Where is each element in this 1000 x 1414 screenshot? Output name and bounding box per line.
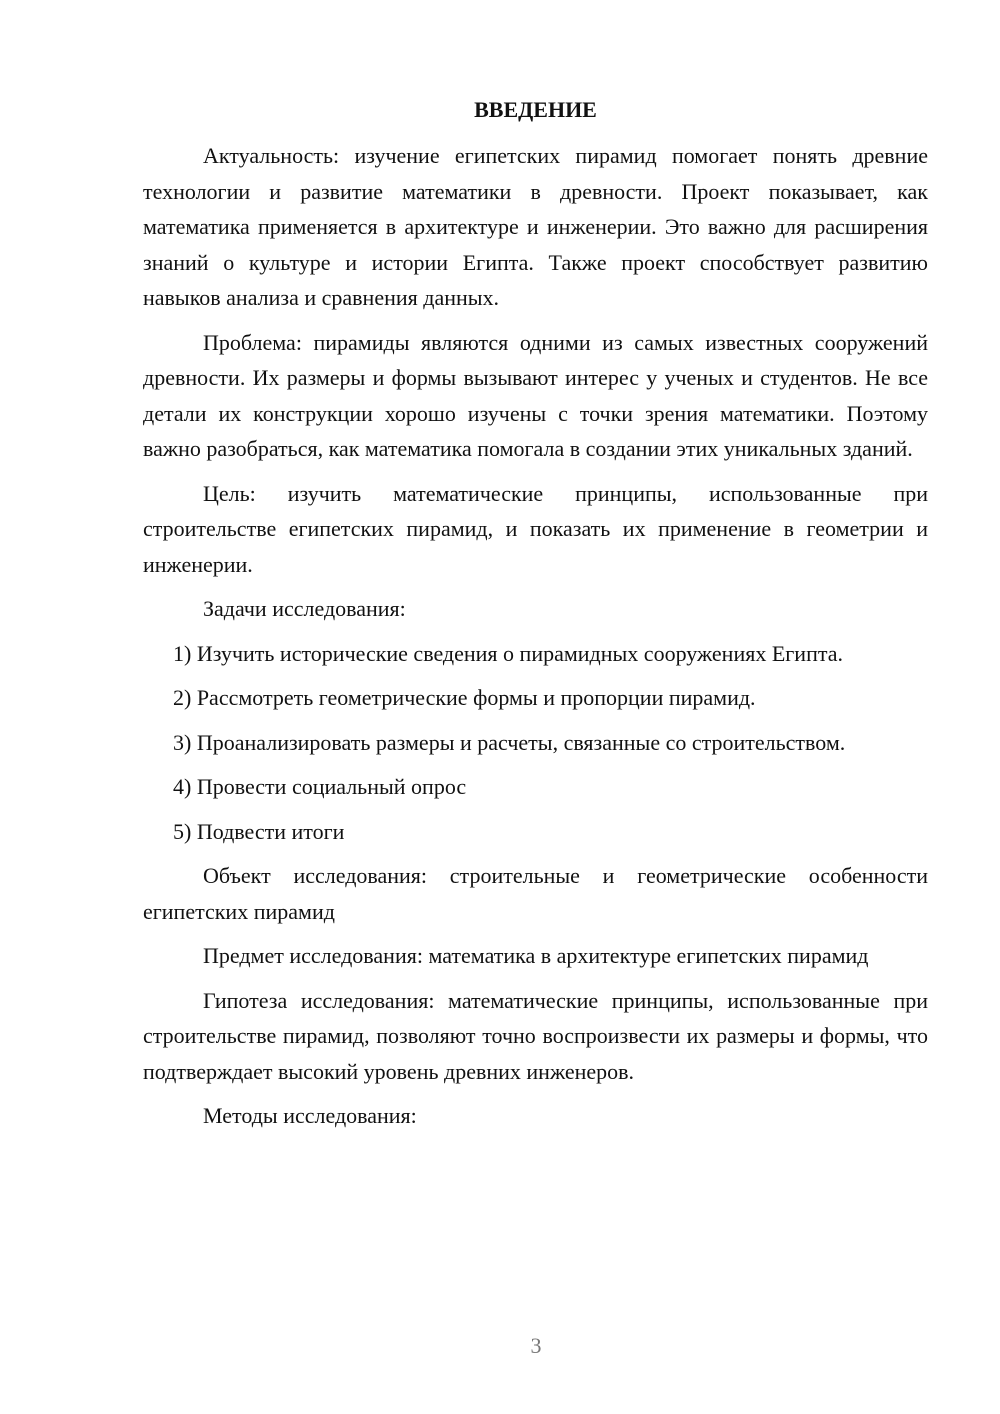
task-item: 5) Подвести итоги	[173, 818, 345, 844]
page-number: 3	[530, 1333, 542, 1358]
object-paragraph: Объект исследования: строительные и геометрические особенности египетских пирамид	[143, 863, 928, 924]
task-item: 4) Провести социальный опрос	[173, 774, 467, 799]
task-item: 2) Рассмотреть геометрические формы и пропорции пирамид.	[173, 685, 756, 710]
section-title: ВВЕДЕНИЕ	[474, 97, 597, 122]
subject-paragraph: Предмет исследования: математика в архитектуре египетских пирамид	[203, 943, 869, 968]
problem-paragraph: Проблема: пирамиды являются одними из самых известных сооружений древности. Их размеры и формы вызывают интерес у ученых и студентов. Не все детали их конструкции хорошо изучены с точки зрения математики. Поэтому важно разобраться, как математика помогала в создании этих уникальных зданий.	[143, 329, 928, 461]
hypothesis-paragraph: Гипотеза исследования: математические принципы, использованные при строительстве пирамид, позволяют точно воспроизвести их размеры и формы, что подтверждает высокий уровень древних инженеров.	[143, 987, 928, 1084]
task-item: 3) Проанализировать размеры и расчеты, связанные со строительством.	[173, 729, 846, 755]
task-item: 1) Изучить исторические сведения о пирамидных сооружениях Египта.	[173, 640, 843, 666]
relevance-paragraph: Актуальность: изучение египетских пирамид помогает понять древние технологии и развитие математики в древности. Проект показывает, как математика применяется в архитектуре и инженерии. Это важно для расширения знаний о культуре и истории Египта. Также проект способствует развитию навыков анализа и сравнения данных.	[143, 143, 928, 310]
methods-heading: Методы исследования:	[203, 1103, 417, 1128]
goal-paragraph: Цель: изучить математические принципы, использованные при строительстве египетских пирамид, и показать их применение в геометрии и инженерии.	[143, 480, 928, 577]
tasks-heading: Задачи исследования:	[203, 596, 406, 621]
page-content	[143, 92, 928, 1143]
